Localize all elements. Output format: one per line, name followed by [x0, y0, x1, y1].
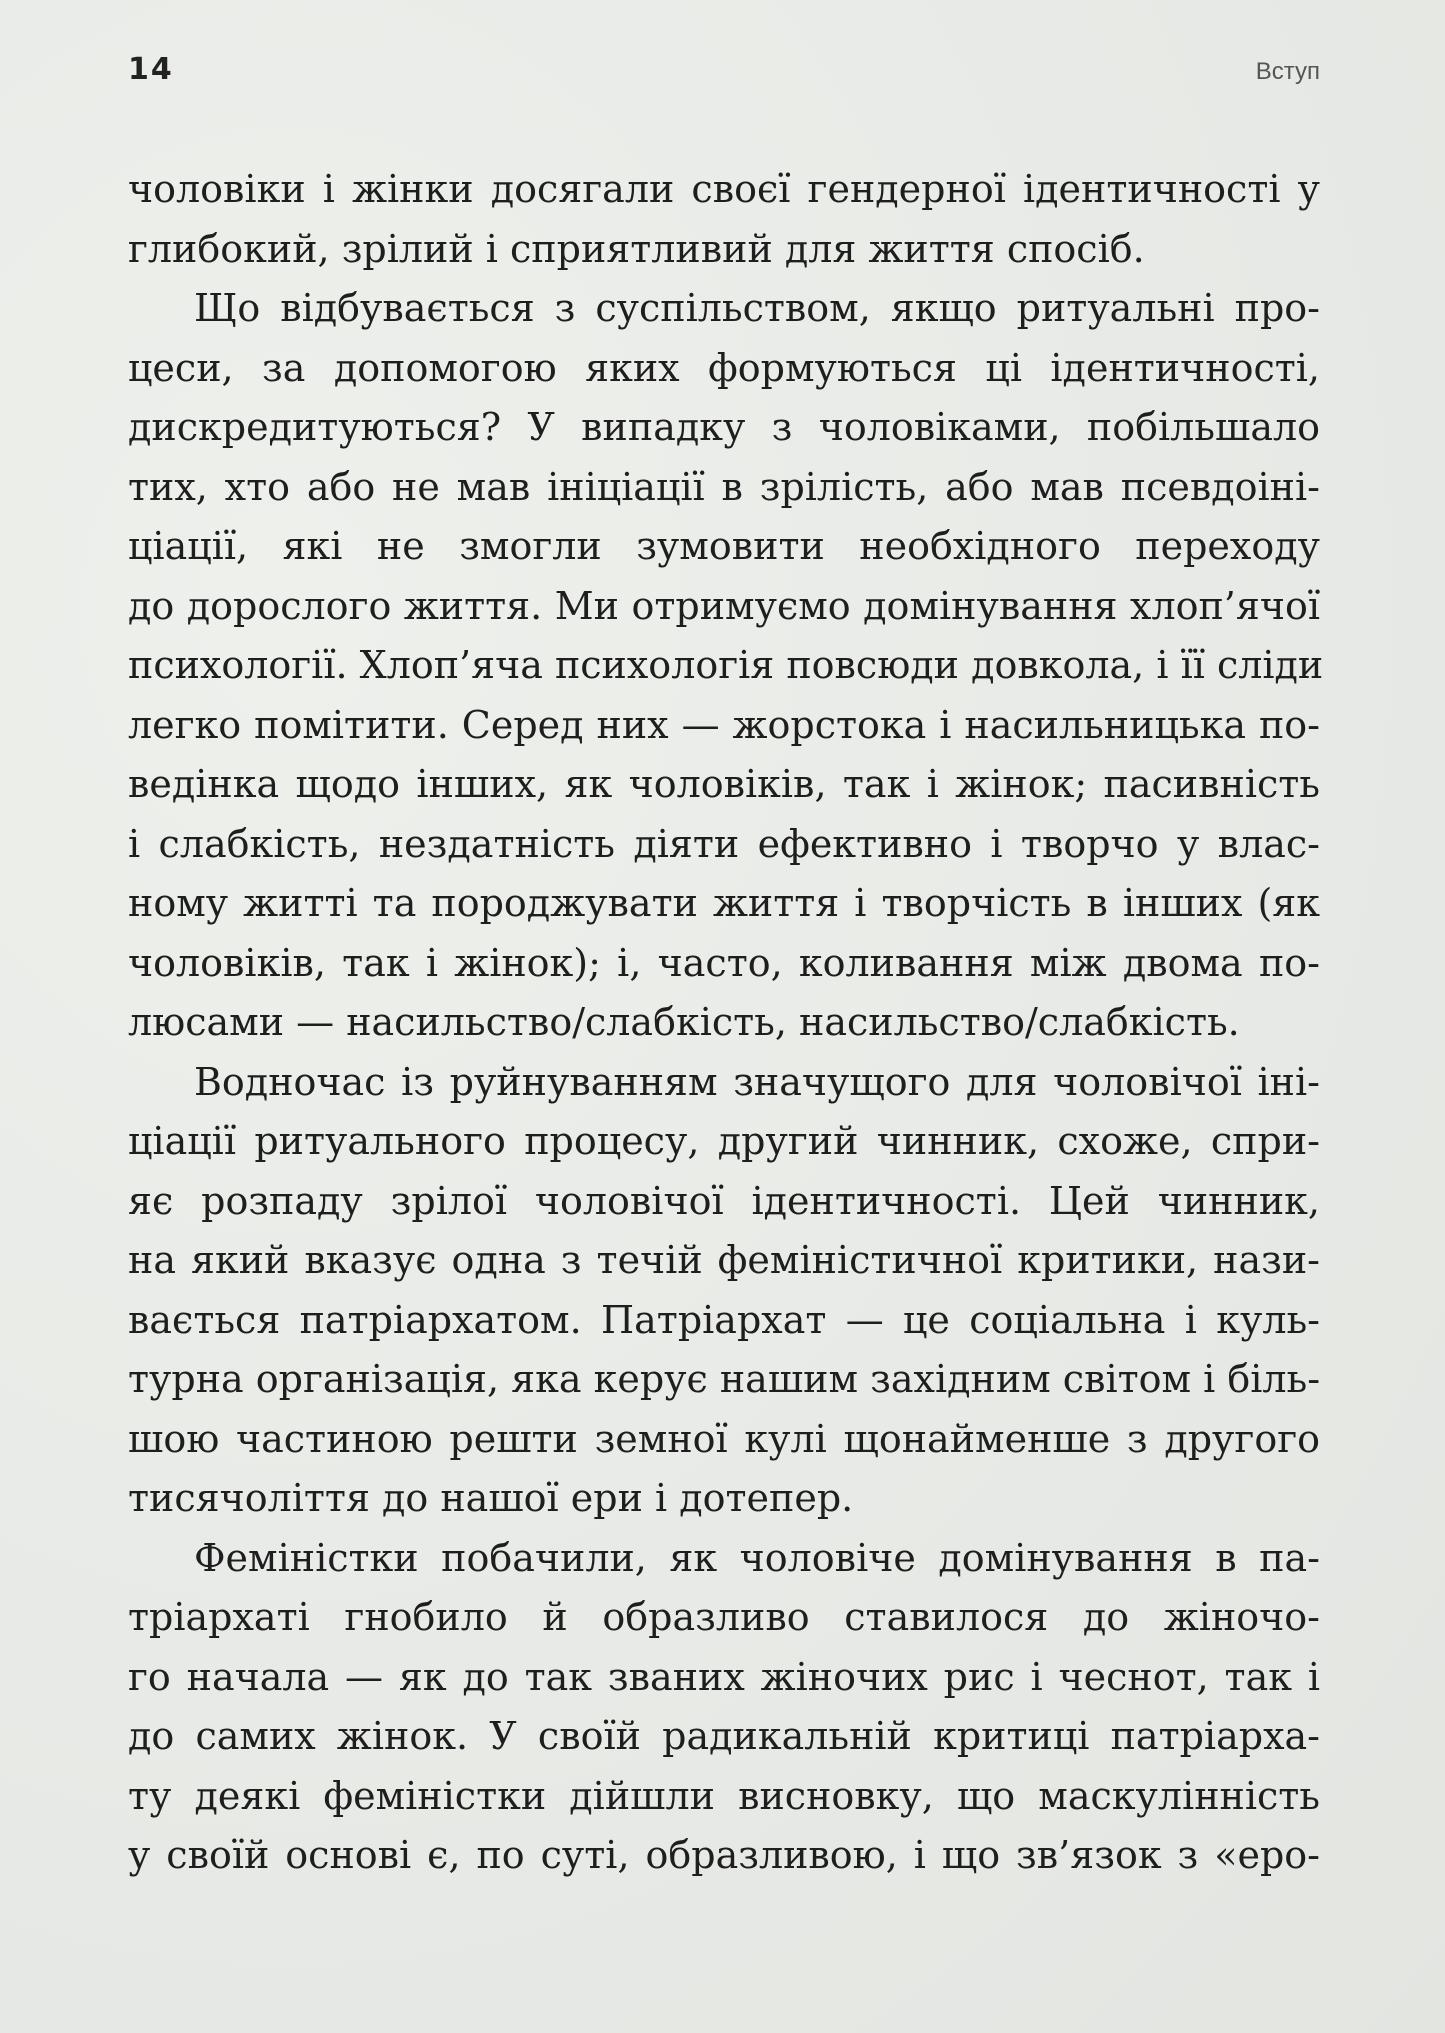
text-line: і слабкість, нездатність діяти ефективно і творчо у влас- — [128, 821, 1320, 866]
text-line: тріархаті гнобило й образливо ставилося до жіночо- — [128, 1595, 1320, 1639]
text-line: чоловіки і жінки досягали своєї гендерної ідентичності у — [128, 167, 1320, 211]
text-line: до самих жінок. У своїй радикальній критиці патріарха- — [128, 1714, 1320, 1758]
text-line: тих, хто або не мав ініціації в зрілість, або мав псевдоіні- — [128, 464, 1320, 509]
text-line: Феміністки побачили, як чоловіче домінування в па- — [194, 1535, 1320, 1580]
text-line: люсами — насильство/слабкість, насильство/слабкість. — [128, 1000, 1240, 1044]
text-line: шою частиною решти земної кулі щонайменше з другого — [128, 1416, 1320, 1461]
text-line: турна організація, яка керує нашим західним світом і біль- — [128, 1357, 1321, 1401]
text-line: ціації ритуального процесу, другий чинник, схоже, спри- — [128, 1119, 1320, 1163]
text-line: до дорослого життя. Ми отримуємо домінування хлоп’ячої — [128, 583, 1320, 628]
text-line: дискредитуються? У випадку з чоловіками, побільшало — [128, 405, 1320, 449]
text-line: яє розпаду зрілої чоловічої ідентичності. Цей чинник, — [128, 1178, 1320, 1223]
text-line: цеси, за допомогою яких формуються ці ідентичності, — [128, 345, 1320, 390]
text-line: на який вказує одна з течій феміністичної критики, нази- — [128, 1238, 1320, 1282]
text-line: у своїй основі є, по суті, образливою, і що зв’язок з «еро- — [128, 1833, 1320, 1877]
text-line: вається патріархатом. Патріархат — це соціальна і куль- — [128, 1297, 1320, 1342]
text-line: ціації, які не змогли зумовити необхідного переходу — [128, 524, 1320, 568]
text-line: психології. Хлоп’яча психологія повсюди довкола, і її сліди — [128, 643, 1324, 687]
text-line: тисячоліття до нашої ери і дотепер. — [128, 1476, 854, 1520]
text-line: Водночас із руйнуванням значущого для чоловічої іні- — [194, 1059, 1320, 1104]
text-line: ведінка щодо інших, як чоловіків, так і жінок; пасивність — [128, 762, 1320, 806]
text-line: ному житті та породжувати життя і творчість в інших (як — [128, 881, 1320, 925]
text-line: Що відбувається з суспільством, якщо ритуальні про- — [194, 286, 1320, 330]
page-header — [128, 52, 1320, 102]
text-line: чоловіків, так і жінок); і, часто, коливання між двома по- — [128, 940, 1320, 985]
running-head: Вступ — [1255, 58, 1320, 85]
text-line: глибокий, зрілий і сприятливий для життя спосіб. — [128, 226, 1145, 271]
text-line: ту деякі феміністки дійшли висновку, що маскулінність — [128, 1773, 1320, 1818]
text-line: легко помітити. Серед них — жорстока і насильницька по- — [128, 702, 1320, 747]
body-text — [128, 160, 1324, 1886]
page-number: 14 — [128, 52, 174, 87]
text-line: го начала — як до так званих жіночих рис і чеснот, так і — [128, 1654, 1320, 1699]
